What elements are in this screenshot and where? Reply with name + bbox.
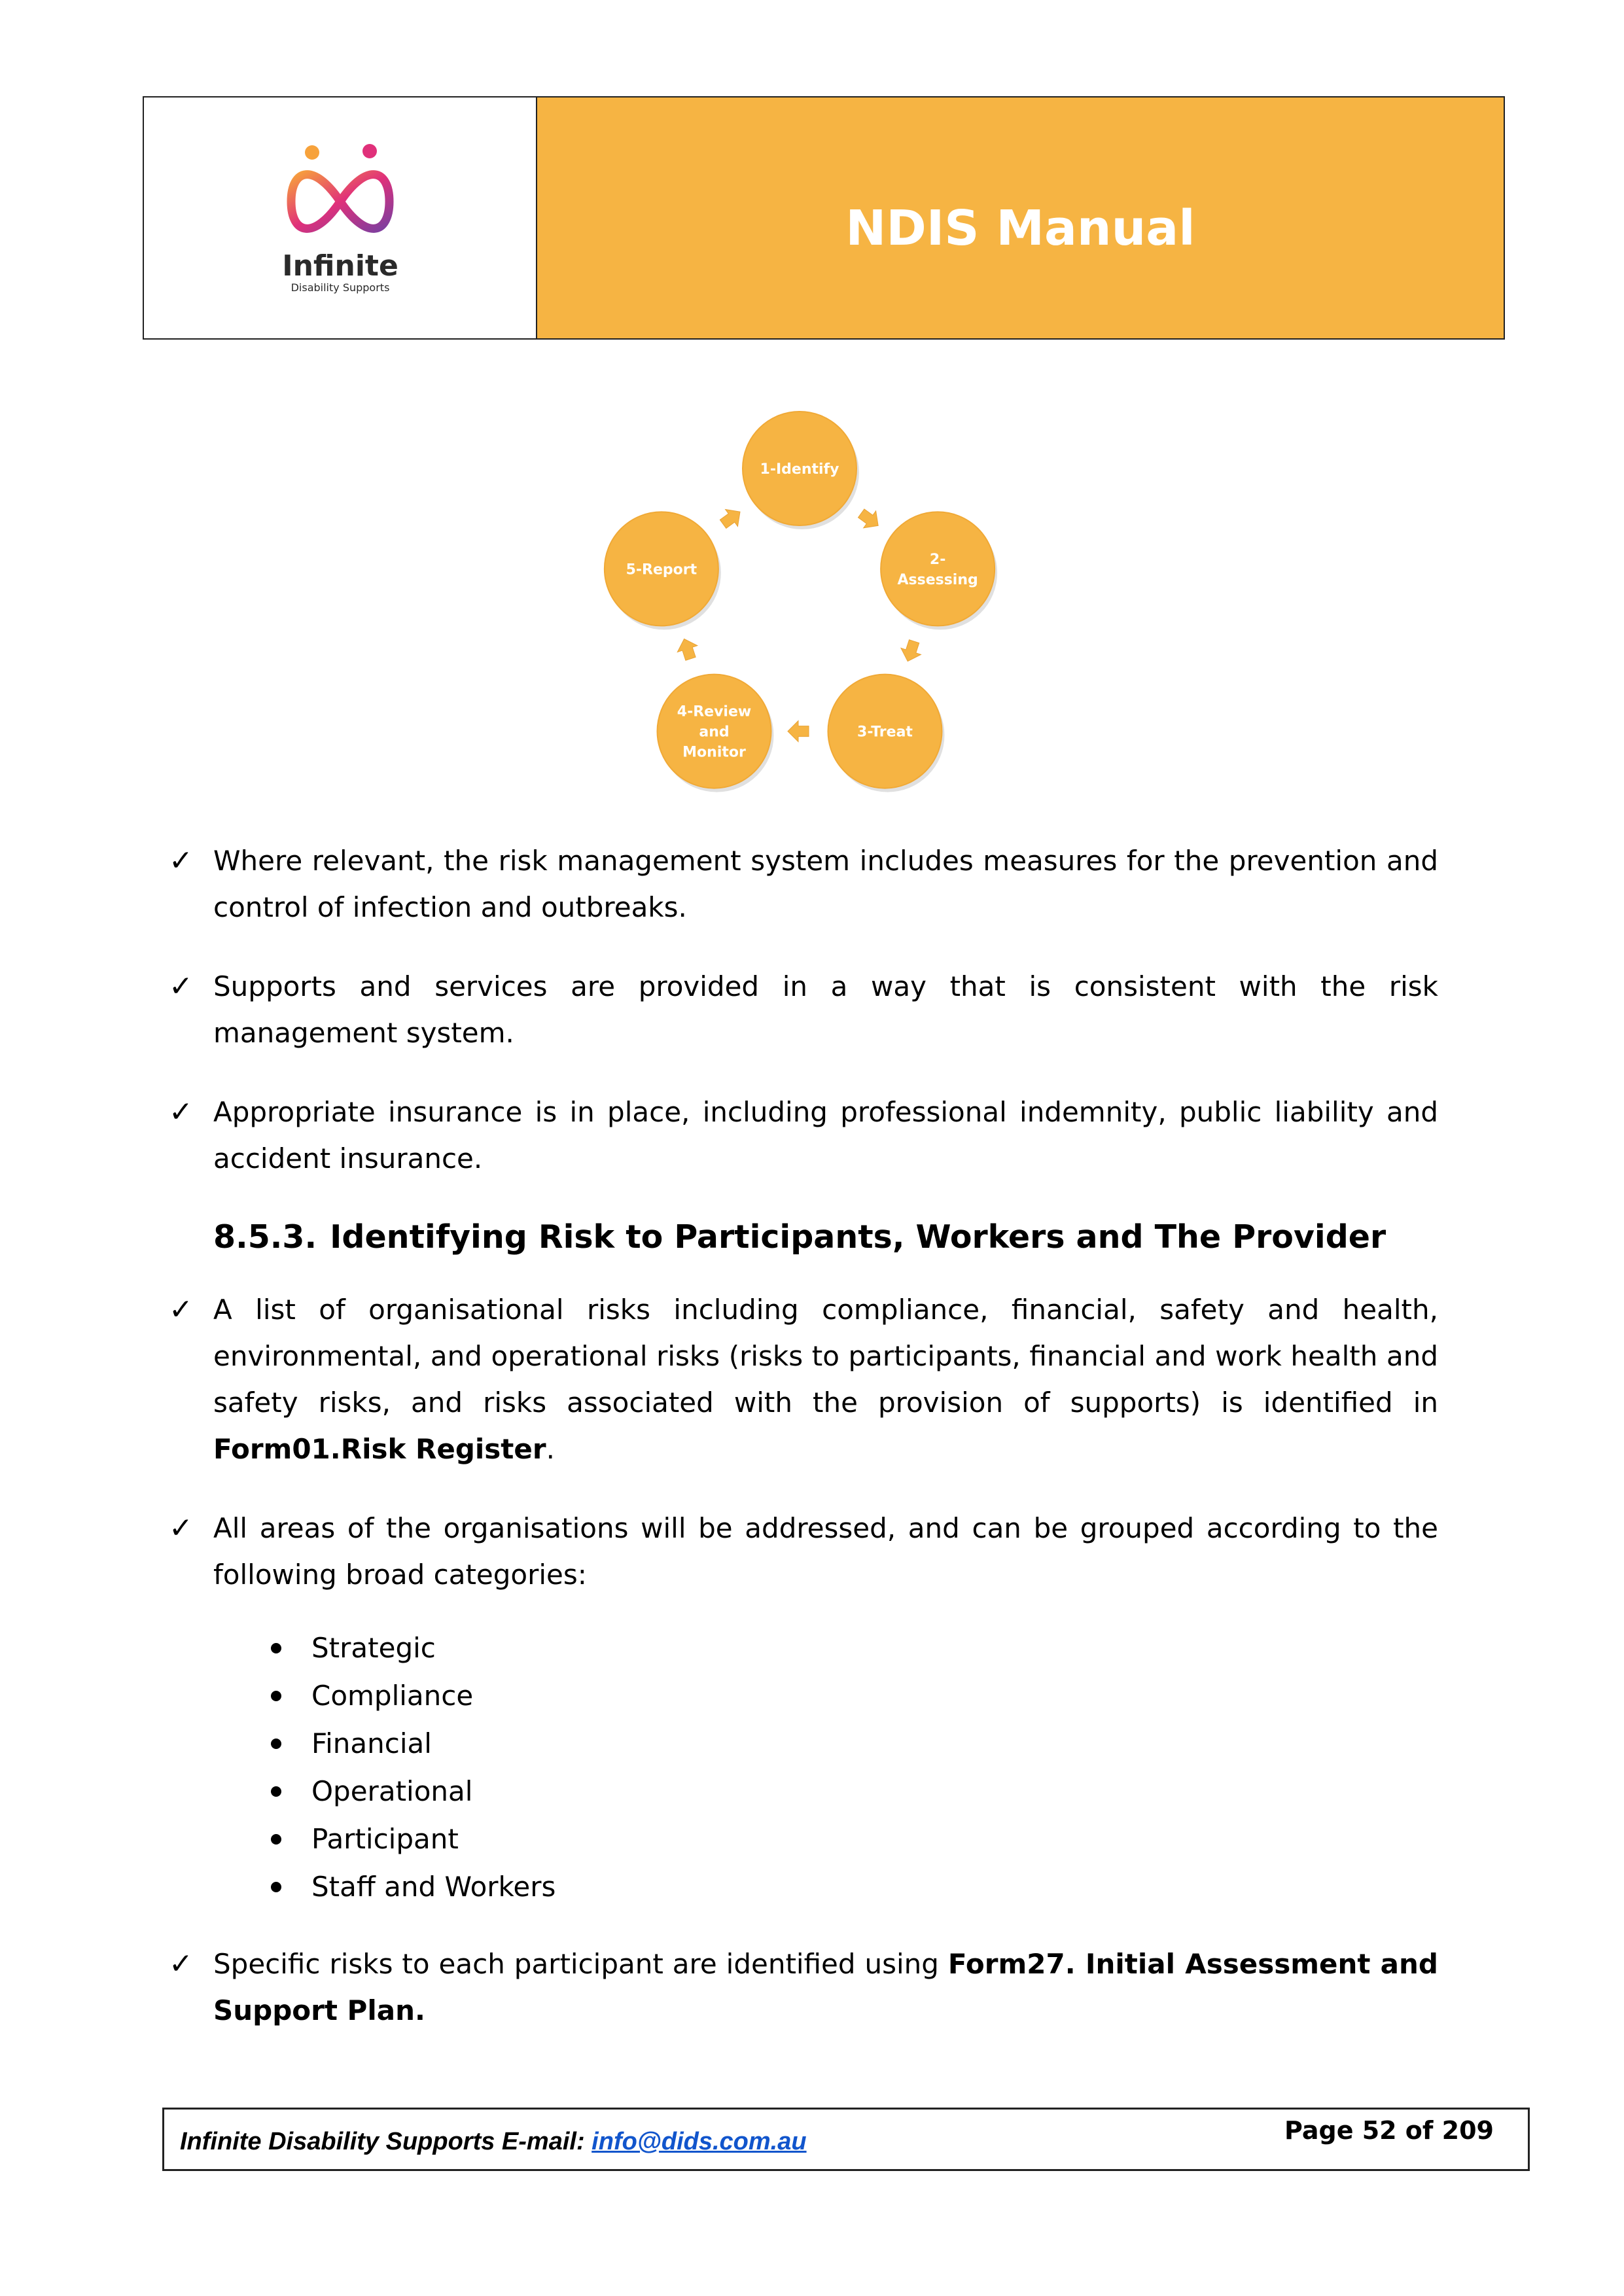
item-text: A list of organisational risks including compliance, financial, safety and health, environmental, and operational risks (risks to participants, financial and work health and safety risks, and risks associated with the provision of supports) is identified in [213,1294,1438,1419]
main-content [169,838,1438,2066]
bullet-icon [271,1882,281,1892]
category-list [169,1624,1438,1911]
cycle-arrow [788,721,809,742]
category-item: Staff and Workers [267,1863,1438,1911]
category-item: Financial [267,1720,1438,1767]
logo-name: Infinite [281,249,398,283]
item-text: Where relevant, the risk management system includes measures for the prevention and control of infection and outbreaks. [213,845,1438,923]
form-reference: Form27. Initial Assessment and Support Plan. [213,1948,1438,2026]
list-item [169,838,1438,930]
list-item [169,1089,1438,1182]
section-number: 8.5.3. [213,1218,317,1256]
item-text: Supports and services are provided in a way that is consistent with the risk management system. [213,970,1438,1049]
checkmark-icon: ✓ [169,1511,193,1545]
logo-cell [144,97,537,338]
cycle-step [743,412,859,529]
footer-org-label: Infinite Disability Supports E-mail: [180,2128,592,2155]
page-footer [162,2108,1530,2171]
item-text: All areas of the organisations will be addressed, and can be grouped according to the following broad categories: [213,1512,1438,1591]
list-item [169,963,1438,1056]
cycle-arrow [674,635,700,662]
page-number: Page 52 of 209 [1284,2116,1494,2145]
cycle-step [828,675,944,792]
list-item [169,1941,1438,2034]
title-cell [537,97,1504,338]
list-item [169,1286,1438,1472]
cycle-step-label: 1-Identify [760,461,839,478]
list-item [169,1505,1438,1598]
logo-tagline: Disability Supports [291,281,389,294]
cycle-step-label: 3-Treat [857,724,913,741]
bullet-icon [271,1643,281,1653]
bullet-icon [271,1786,281,1797]
bullet-icon [271,1834,281,1845]
section-title: Identifying Risk to Participants, Workers and The Provider [330,1218,1386,1256]
company-logo [268,139,412,296]
checkmark-icon: ✓ [169,1947,193,1981]
item-text-end: . [546,1433,555,1465]
checkmark-icon: ✓ [169,1293,193,1326]
section-heading [169,1214,1438,1260]
cycle-step-label: 5-Report [626,561,697,578]
cycle-step [881,512,997,629]
category-item: Participant [267,1815,1438,1863]
page-title: NDIS Manual [845,200,1195,256]
footer-org [180,2128,807,2156]
checkmark-icon: ✓ [169,970,193,1003]
cycle-step-label: 2-Assessing [897,551,978,588]
cycle-arrow [855,505,885,535]
page-header [143,96,1505,340]
cycle-arrow [898,638,924,664]
cycle-step-label: 4-Review and Monitor [677,703,752,761]
risk-cycle-diagram [576,393,1047,811]
bullet-icon [271,1691,281,1701]
category-item: Operational [267,1767,1438,1815]
category-item: Compliance [267,1672,1438,1720]
cycle-step [605,512,721,629]
bullet-icon [271,1739,281,1749]
cycle-arrow [717,503,747,533]
checkmark-icon: ✓ [169,1095,193,1129]
category-item: Strategic [267,1624,1438,1672]
form-reference: Form01.Risk Register [213,1433,546,1465]
item-text: Appropriate insurance is in place, including professional indemnity, public liability and accident insurance. [213,1096,1438,1174]
email-link[interactable]: info@dids.com.au [591,2128,807,2155]
cycle-step [658,675,774,792]
checkmark-icon: ✓ [169,844,193,877]
item-text: Specific risks to each participant are identified using [213,1948,948,1980]
